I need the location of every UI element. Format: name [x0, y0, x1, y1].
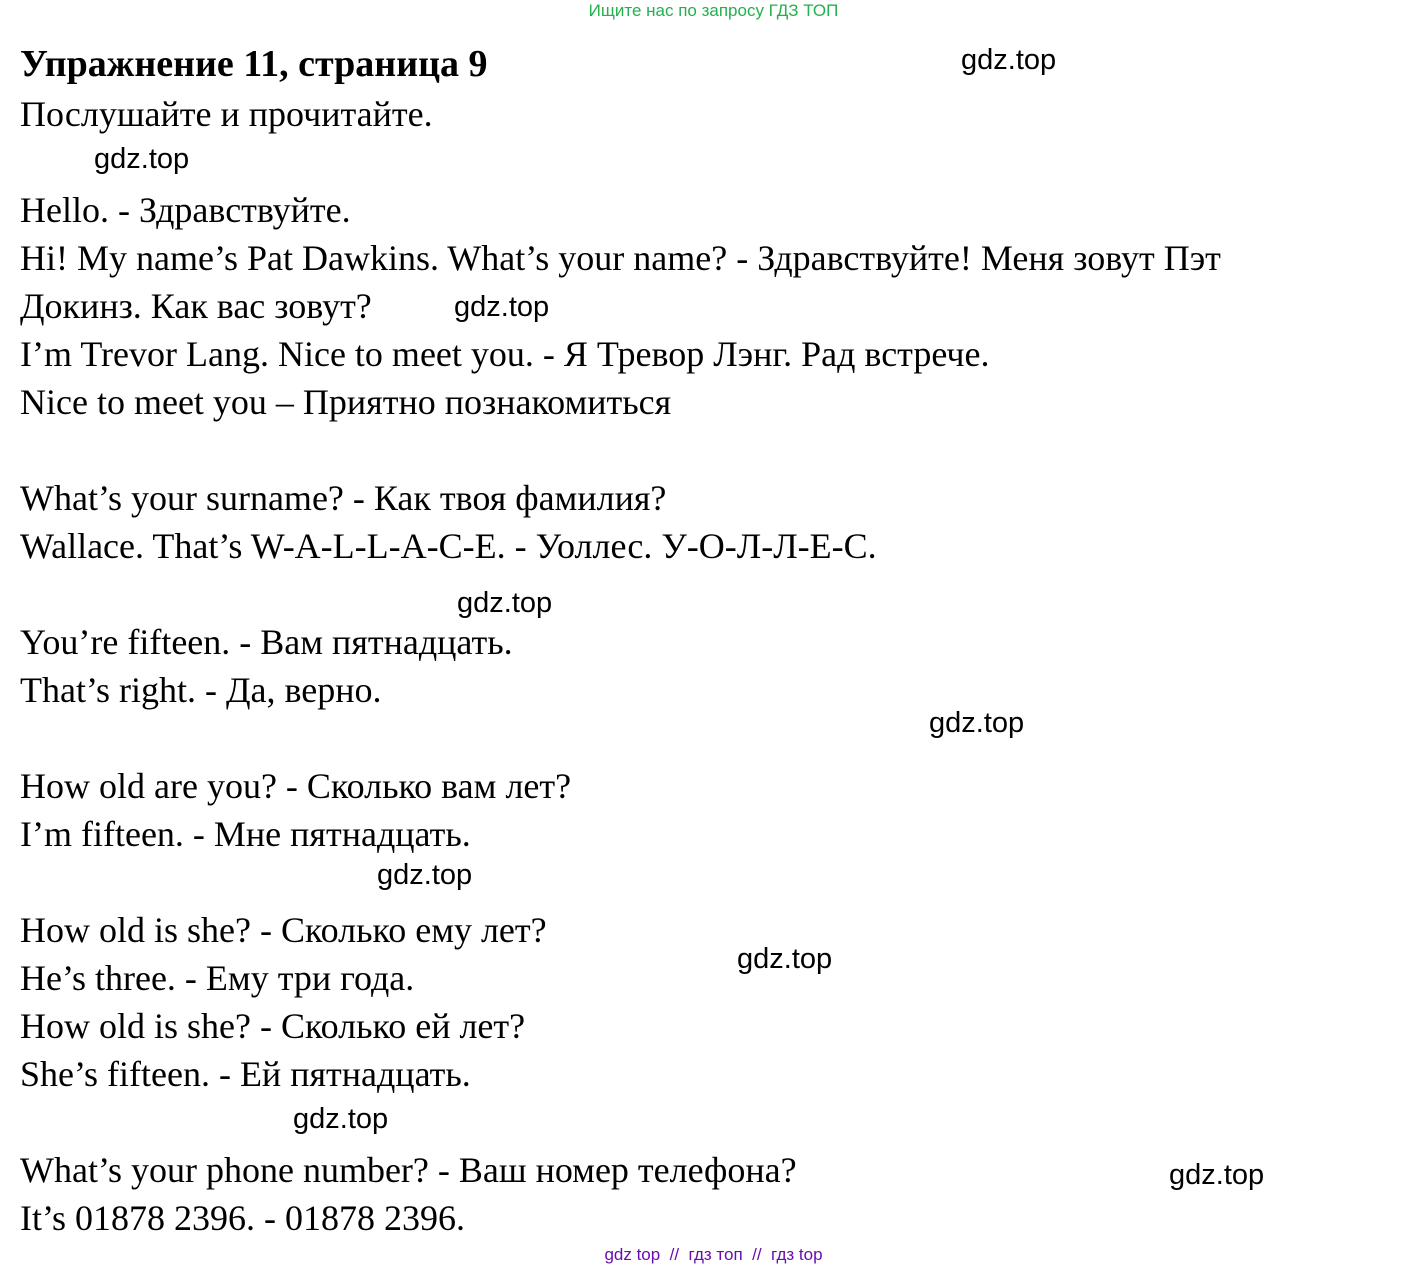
dialogue-line: How old are you? - Сколько вам лет? [20, 766, 572, 806]
dialogue-line: Wallace. That’s W-A-L-L-A-C-E. - Уоллес. У-О-Л-Л-Е-С. [20, 526, 877, 566]
dialogue-line: He’s three. - Ему три года. [20, 958, 415, 998]
bottom-banner[interactable]: gdz top // гдз топ // гдз top [604, 1245, 823, 1264]
watermark: gdz.top [1169, 1159, 1265, 1191]
page-title: Упражнение 11, страница 9 [20, 43, 488, 85]
dialogue-line: I’m fifteen. - Мне пятнадцать. [20, 814, 471, 854]
watermark: gdz.top [929, 707, 1025, 739]
watermark: gdz.top [454, 291, 550, 323]
dialogue-line: I’m Trevor Lang. Nice to meet you. - Я Тревор Лэнг. Рад встрече. [20, 334, 990, 374]
dialogue-line: That’s right. - Да, верно. [20, 670, 382, 710]
dialogue-line: How old is she? - Сколько ей лет? [20, 1006, 526, 1046]
top-banner[interactable]: Ищите нас по запросу ГДЗ ТОП [588, 1, 839, 20]
dialogue-line: How old is she? - Сколько ему лет? [20, 910, 547, 950]
watermark: gdz.top [377, 859, 473, 891]
dialogue-line: Nice to meet you – Приятно познакомиться [20, 382, 672, 422]
dialogue-line: Hello. - Здравствуйте. [20, 190, 351, 230]
dialogue-line: Hi! My name’s Pat Dawkins. What’s your name? - Здравствуйте! Меня зовут Пэт [20, 238, 1221, 278]
dialogue-line: You’re fifteen. - Вам пятнадцать. [20, 622, 513, 662]
dialogue-line: What’s your phone number? - Ваш номер телефона? [20, 1150, 797, 1190]
watermark: gdz.top [737, 943, 833, 975]
watermark: gdz.top [457, 587, 553, 619]
dialogue-line: She’s fifteen. - Ей пятнадцать. [20, 1054, 471, 1094]
watermark: gdz.top [961, 44, 1057, 76]
instruction-text: Послушайте и прочитайте. [20, 94, 433, 134]
dialogue-line: Докинз. Как вас зовут? [20, 286, 372, 326]
dialogue-line: What’s your surname? - Как твоя фамилия? [20, 478, 667, 518]
dialogue-line: It’s 01878 2396. - 01878 2396. [20, 1198, 465, 1238]
watermark: gdz.top [293, 1103, 389, 1135]
watermark: gdz.top [94, 143, 190, 175]
